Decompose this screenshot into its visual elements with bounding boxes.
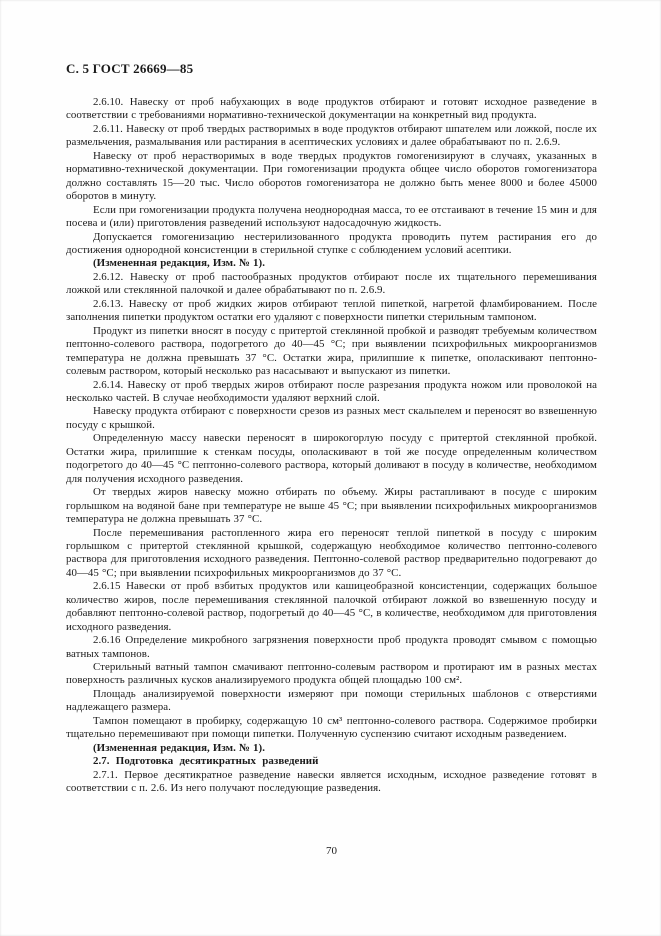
paragraph-mortar-grinding: Допускается гомогенизацию нестерилизованного продукта проводить путем растирания его до достижения однородной консистенции в стерильной ступке с соблюдением условий асептики. bbox=[66, 230, 597, 256]
paragraph-2-6-14: 2.6.14. Навеску от проб твердых жиров отбирают после разрезания продукта ножом или проволокой на несколько частей. В случае необходимости удаляют верхний слой. bbox=[66, 378, 597, 404]
paragraph-scalpel-sampling: Навеску продукта отбирают с поверхности срезов из разных мест скальпелем и переносят во взвешенную посуду с крышкой. bbox=[66, 405, 597, 431]
page-number: 70 bbox=[326, 845, 337, 857]
paragraph-solid-fats-volume: От твердых жиров навеску можно отбирать по объему. Жиры растапливают в посуде с широким горлышком на водяной бане при температуре не выше 45 °С; при выявлении психрофильных микроорганизмов температура не должна превышать 37 °С. bbox=[66, 486, 597, 526]
paragraph-2-6-11: 2.6.11. Навеску от проб твердых растворимых в воде продуктов отбирают шпателем или ложкой, после их размельчения, размалывания или растирания в асептических условиях и далее обрабатывают по п. 2.6.9. bbox=[66, 122, 597, 149]
paragraph-wide-neck-vessel: Определенную массу навески переносят в широкогорлую посуду с притертой стеклянной пробкой. Остатки жира, прилипшие к стенкам посуды, ополаскивают в той же посуде определенным количеством подогретого до 40—45 °С пептонно-солевого раствора, который доливают в посуду в количестве, необходимом для получения исходного разведения. bbox=[66, 432, 597, 485]
paragraph-test-tube: Тампон помещают в пробирку, содержащую 10 см³ пептонно-солевого раствора. Содержимое пробирки тщательно перемешивают при помощи пипетки. Полученную суспензию считают исходным разведением. bbox=[66, 714, 597, 741]
page-header: С. 5 ГОСТ 26669—85 bbox=[66, 61, 194, 76]
amendment-note: (Измененная редакция, Изм. № 1). bbox=[93, 257, 265, 270]
paragraph-melted-fat-transfer: После перемешивания растопленного жира его переносят теплой пипеткой в посуду с широким горлышком с притертой стеклянной крышкой, содержащую необходимое количество пептонно-солевого раствора для приготовления исходного разведения. Пептонно-солевой раствор предварительно подогревают до 40—45 °С; при выявлении психрофильных микроорганизмов до 37 °С. bbox=[66, 526, 597, 579]
paragraph-pipette-product: Продукт из пипетки вносят в посуду с притертой стеклянной пробкой и разводят требуемым количеством пептонно-солевого раствора, подогретого до 40—45 °С; при выявлении психрофильных микроорганизмов температура не должна превышать 37 °С. Остатки жира, прилипшие к пипетке, ополаскивают пептонно-солевым раствором, который несколько раз насасывают и выпускают из пипетки. bbox=[66, 324, 597, 378]
document-body bbox=[66, 96, 597, 796]
paragraph-2-6-15: 2.6.15 Навески от проб взбитых продуктов или кашицеобразной консистенции, содержащих большое количество жиров, после перемешивания стеклянной палочкой отбирают ложкой во взвешенную посуду и добавляют пептонно-солевой раствор, подогретый до 40—45 °С, в количестве, необходимом для приготовления исходного разведения. bbox=[66, 580, 597, 633]
paragraph-homogenization: Навеску от проб нерастворимых в воде твердых продуктов гомогенизируют в случаях, указанных в нормативно-технической документации. При гомогенизации продукта общее число оборотов гомогенизатора должно составлять 15—20 тыс. Число оборотов гомогенизатора не должно быть менее 8000 и более 45000 оборотов в минуту. bbox=[66, 149, 597, 203]
paragraph-2-6-13: 2.6.13. Навеску от проб жидких жиров отбирают теплой пипеткой, нагретой фламбированием. После заполнения пипетки продуктом остатки его удаляют с поверхности пипетки стерильным тампоном. bbox=[66, 297, 597, 324]
section-heading-2-7: 2.7. Подготовка десятикратных разведений bbox=[93, 755, 319, 768]
paragraph-2-7-1: 2.7.1. Первое десятикратное разведение навески является исходным, исходное разведение готовят в соответствии с п. 2.6. Из него получают последующие разведения. bbox=[66, 768, 597, 795]
paragraph-2-6-12: 2.6.12. Навеску от проб пастообразных продуктов отбирают после их тщательного перемешивания ложкой или стеклянной палочкой и далее обрабатывают по п. 2.6.9. bbox=[66, 270, 597, 297]
amendment-note: (Измененная редакция, Изм. № 1). bbox=[93, 741, 265, 754]
paragraph-cotton-swab: Стерильный ватный тампон смачивают пептонно-солевым раствором и протирают им в разных местах поверхность различных кусков анализируемого продукта общей площадью 100 см². bbox=[66, 661, 597, 687]
paragraph-inhomogeneous-mass: Если при гомогенизации продукта получена неоднородная масса, то ее отстаивают в течение 15 мин и для посева и (или) приготовления разведений используют надосадочную жидкость. bbox=[66, 203, 597, 230]
paragraph-2-6-10: 2.6.10. Навеску от проб набухающих в воде продуктов отбирают и готовят исходное разведение в соответствии с требованиями нормативно-технической документации на конкретный вид продукта. bbox=[66, 96, 597, 122]
paragraph-surface-templates: Площадь анализируемой поверхности измеряют при помощи стерильных шаблонов с отверстиями надлежащего размера. bbox=[66, 687, 597, 714]
paragraph-2-6-16: 2.6.16 Определение микробного загрязнения поверхности проб продукта проводят смывом с помощью ватных тампонов. bbox=[66, 634, 597, 660]
